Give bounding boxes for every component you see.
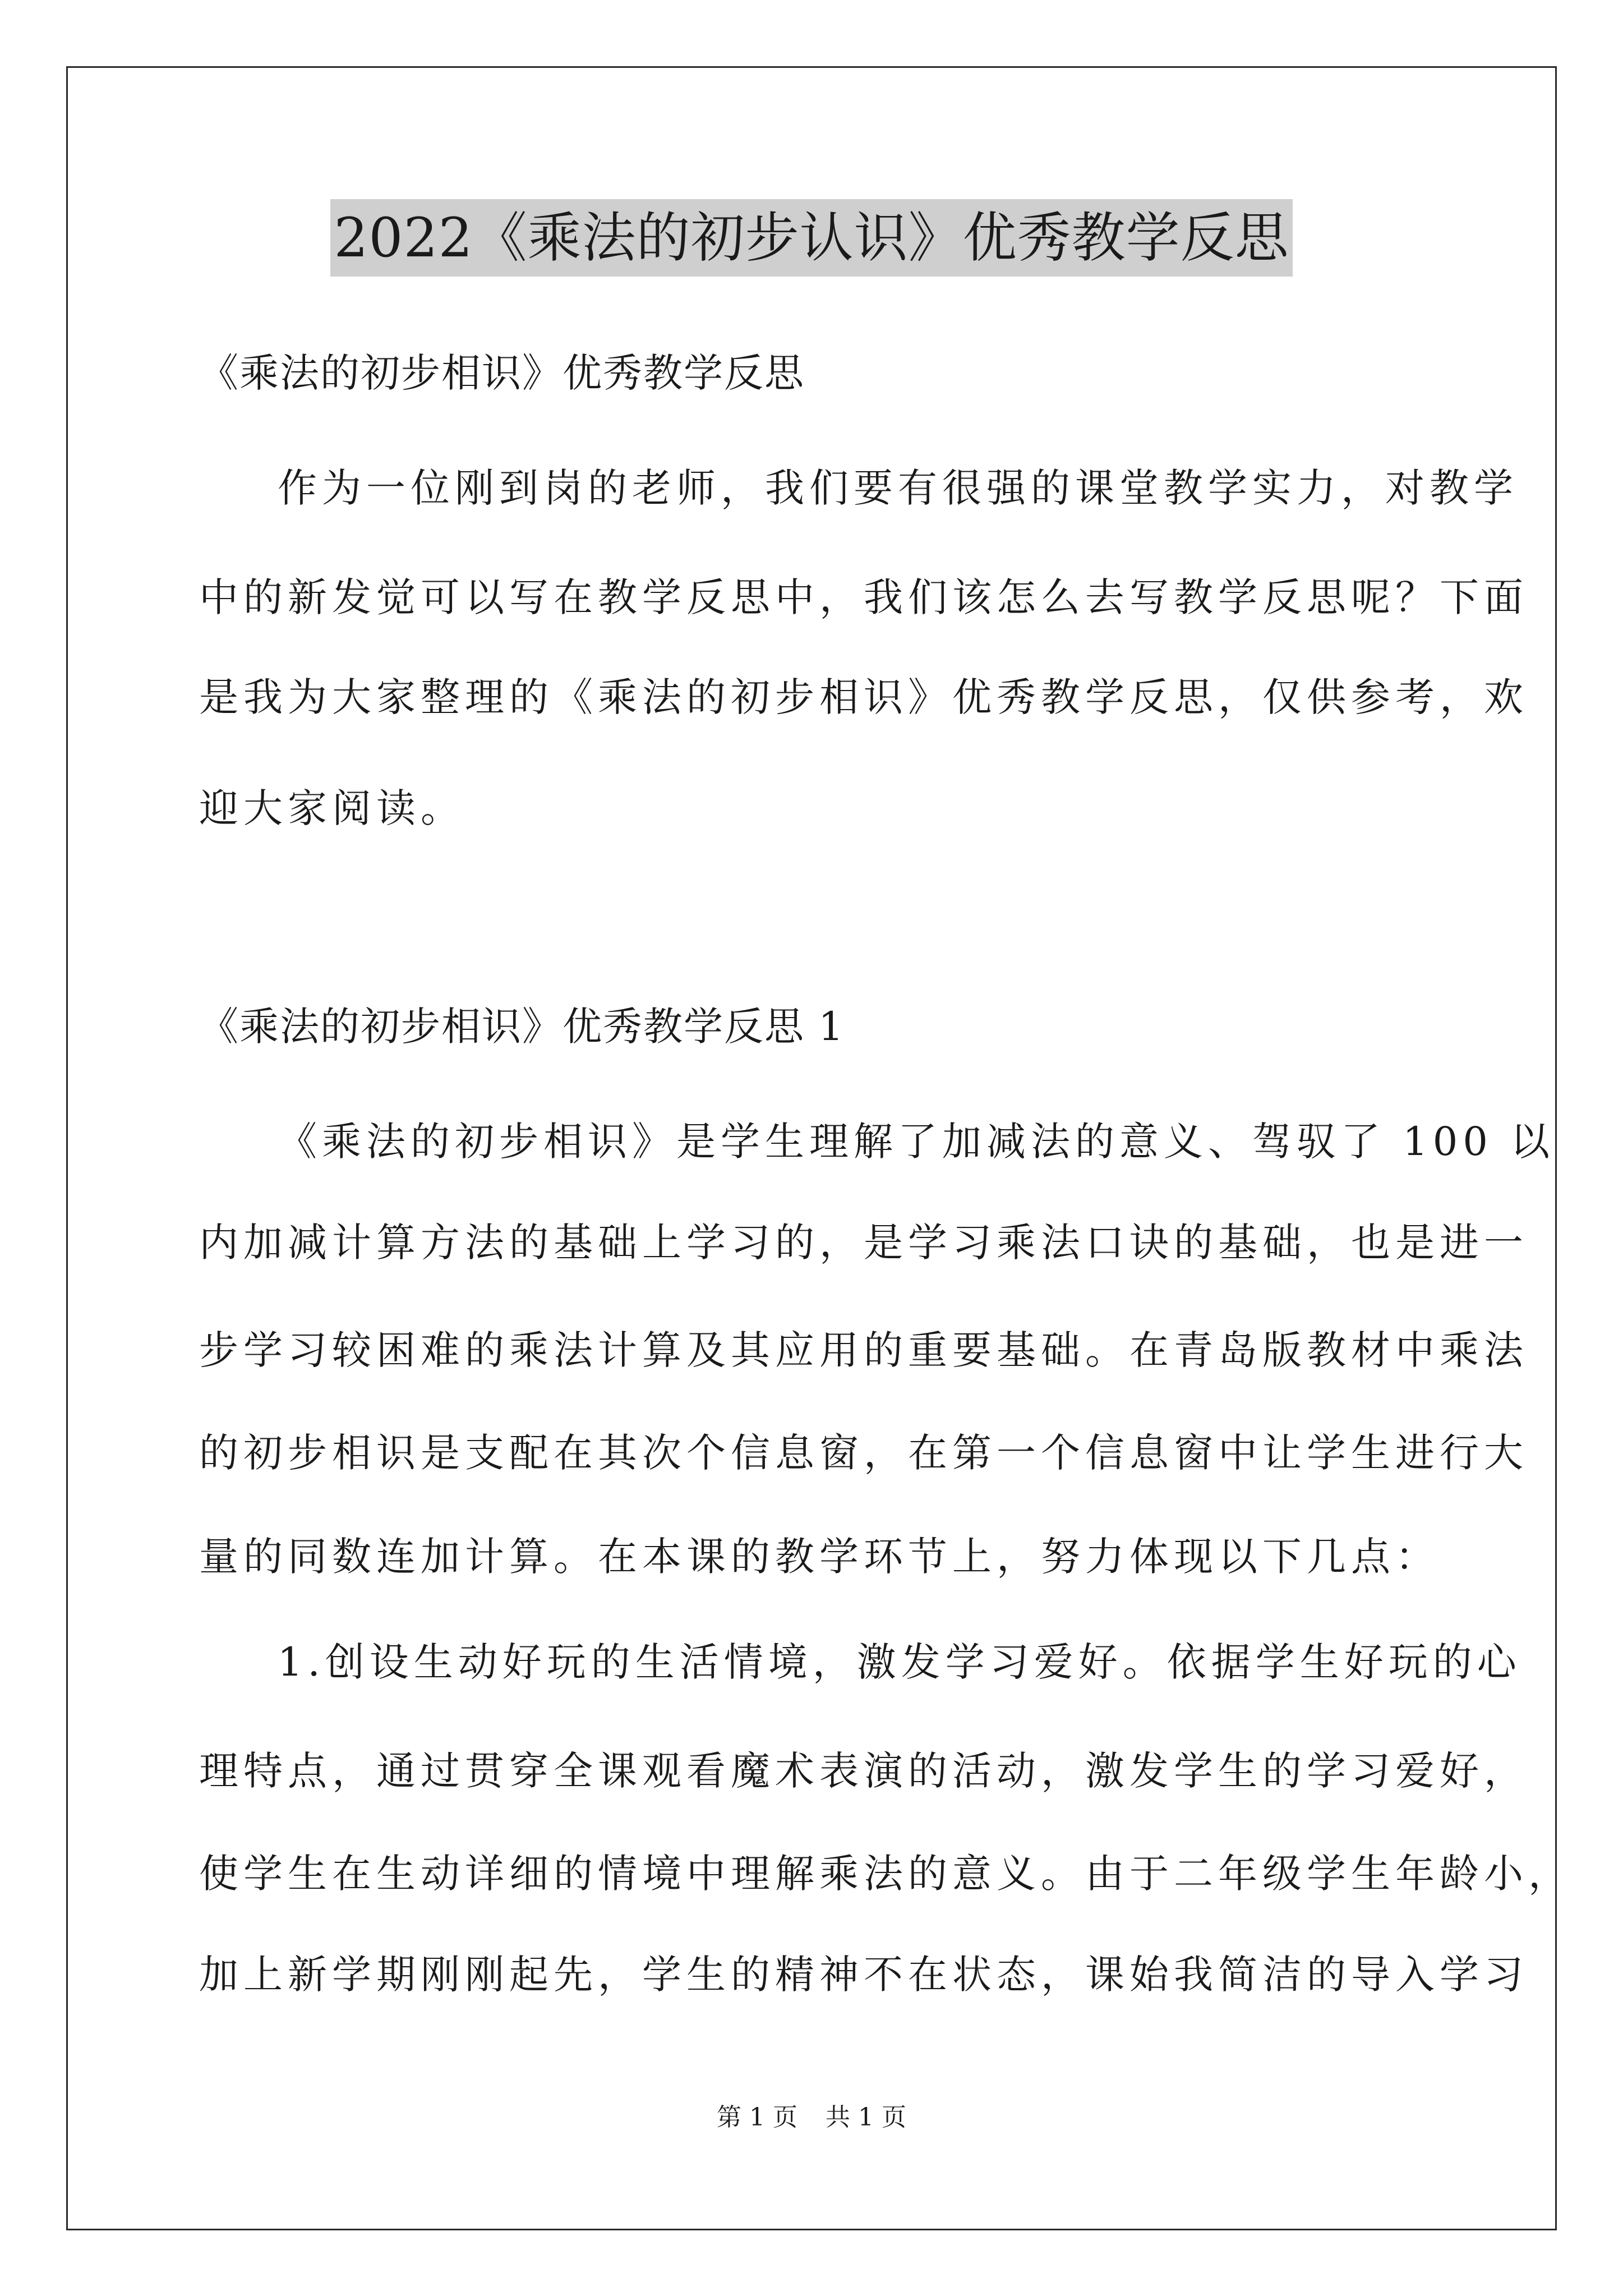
section-line: 步学习较困难的乘法计算及其应用的重要基础。在青岛版教材中乘法 [199, 1327, 1528, 1373]
page-number: 第 1 页 [717, 2103, 797, 2132]
intro-line: 迎大家阅读。 [199, 785, 465, 831]
intro-line: 作为一位刚到岗的老师，我们要有很强的课堂教学实力，对教学 [278, 465, 1518, 511]
page-total: 共 1 页 [826, 2103, 906, 2132]
section-line: 《乘法的初步相识》是学生理解了加减法的意义、驾驭了 100 以 [278, 1119, 1555, 1165]
section-heading: 《乘法的初步相识》优秀教学反思 1 [199, 1004, 845, 1050]
page-footer [0, 2101, 1623, 2134]
point-line: 加上新学期刚刚起先，学生的精神不在状态，课始我简洁的导入学习 [199, 1952, 1528, 1998]
title-wrap [0, 199, 1623, 277]
section-line: 量的同数连加计算。在本课的教学环节上，努力体现以下几点： [199, 1534, 1440, 1580]
section-line: 的初步相识是支配在其次个信息窗，在第一个信息窗中让学生进行大 [199, 1430, 1528, 1476]
point-line: 1.创设生动好玩的生活情境，激发学习爱好。依据学生好玩的心 [278, 1639, 1521, 1685]
intro-line: 是我为大家整理的《乘法的初步相识》优秀教学反思，仅供参考，欢 [199, 674, 1528, 720]
point-line: 使学生在生动详细的情境中理解乘法的意义。由于二年级学生年龄小， [199, 1851, 1573, 1897]
section-line: 内加减计算方法的基础上学习的，是学习乘法口诀的基础，也是进一 [199, 1220, 1528, 1266]
document-subtitle: 《乘法的初步相识》优秀教学反思 [199, 350, 805, 396]
point-line: 理特点，通过贯穿全课观看魔术表演的活动，激发学生的学习爱好， [199, 1748, 1528, 1794]
document-title: 2022《乘法的初步认识》优秀教学反思 [330, 199, 1292, 277]
intro-line: 中的新发觉可以写在教学反思中，我们该怎么去写教学反思呢？下面 [199, 574, 1528, 620]
